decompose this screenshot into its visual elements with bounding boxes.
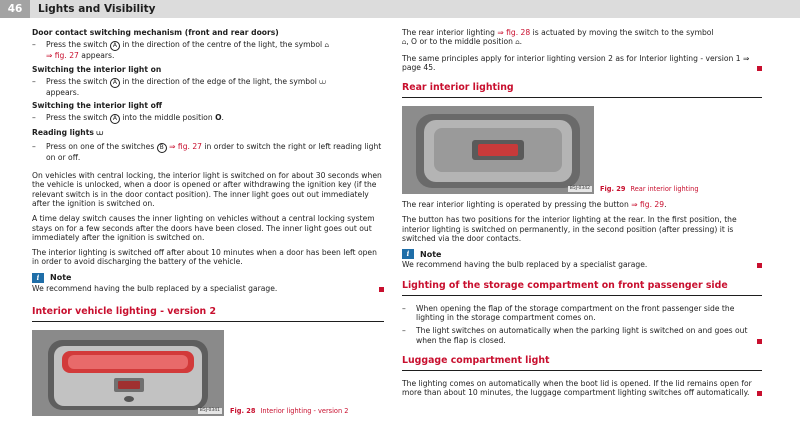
- reading-lights-heading: Reading lights ⩊: [32, 128, 104, 138]
- switch-a-marker: A: [110, 114, 120, 124]
- note-text: We recommend having the bulb replaced by a specialist garage.: [402, 260, 762, 269]
- reading-lights-step: – Press on one of the switches B ⇒ fig. 27 in order to switch the right or left reading light on or off.: [32, 142, 384, 162]
- note-text: We recommend having the bulb replaced by a specialist garage.: [32, 284, 384, 293]
- figure-code: B5J-0341: [199, 408, 220, 414]
- switch-off-paragraph: The interior lighting is switched off after about 10 minutes when a door has been left open in order to avoid discharging the battery of the vehicle.: [32, 248, 377, 267]
- reading-light-icon: ⩊: [96, 129, 104, 138]
- light-off-heading: Switching the interior light off: [32, 101, 162, 111]
- button-positions-paragraph: The button has two positions for the interior lighting at the rear. In the first position, the interior lighting is switched on permanently, in the second position (after pressing) it is switched via the door contacts.: [402, 215, 737, 244]
- light-on-heading: Switching the interior light on: [32, 64, 162, 74]
- switch-b-marker: B: [157, 143, 167, 153]
- switch-a-marker: A: [110, 41, 120, 51]
- light-off-symbol-icon: ⩍: [515, 38, 520, 47]
- interior-light-image: [32, 330, 224, 416]
- end-of-section-marker: [757, 66, 762, 71]
- rear-light-image: [402, 106, 594, 194]
- fig-28-link[interactable]: ⇒ fig. 28: [497, 28, 531, 37]
- end-of-section-marker: [757, 391, 762, 396]
- left-column: [32, 28, 384, 422]
- rear-lighting-photo: [402, 106, 594, 194]
- end-of-section-marker: [757, 339, 762, 344]
- light-on-step: – Press the switch A in the direction of the edge of the light, the symbol ⩊ appears.: [32, 77, 384, 97]
- rear-lighting-button-paragraph: The rear interior lighting is operated by pressing the button ⇒ fig. 29.: [402, 200, 667, 210]
- door-contact-step: – Press the switch A in the direction of the centre of the light, the symbol ⩍ ⇒ fig. 27 appears.: [32, 40, 384, 60]
- section-title-luggage-compartment: Luggage compartment light: [402, 355, 762, 371]
- end-of-section-marker: [757, 263, 762, 268]
- interior-lighting-photo: [32, 330, 224, 416]
- chapter-title: Lights and Visibility: [38, 3, 156, 15]
- fig-29-link[interactable]: ⇒ fig. 29: [631, 200, 665, 210]
- section-title-interior-lighting-v2: Interior vehicle lighting - version 2: [32, 306, 384, 322]
- storage-compartment-item-2: – The light switches on automatically when the parking light is switched on and goes out when the flap is closed.: [402, 326, 762, 345]
- central-locking-paragraph: On vehicles with central locking, the interior light is switched on for about 30 seconds when the vehicle is unlocked, when a door is opened or after withdrawing the ignition key (if the relevant switch is in the door contact position). The inner light goes out out immediately after the ignition is switched on.: [32, 171, 382, 208]
- door-contact-heading: Door contact switching mechanism (front and rear doors): [32, 28, 279, 37]
- luggage-compartment-paragraph: The lighting comes on automatically when the boot lid is opened. If the lid remains open for more than about 10 minutes, the luggage compartment lighting switches off automatically.: [402, 379, 762, 398]
- fig-27-link[interactable]: ⇒ fig. 27: [169, 141, 203, 151]
- switch-a-marker: A: [110, 78, 120, 88]
- door-contact-symbol-icon: ⩍: [324, 41, 329, 50]
- section-title-rear-interior-lighting: Rear interior lighting: [402, 82, 762, 98]
- figure-29-caption: Fig. 29 Rear interior lighting: [600, 184, 699, 193]
- figure-28: [32, 330, 384, 416]
- end-of-section-marker: [379, 287, 384, 292]
- right-column: [402, 28, 762, 403]
- figure-28-caption: Fig. 28 Interior lighting - version 2: [230, 406, 349, 415]
- storage-compartment-item-1: – When opening the flap of the storage compartment on the front passenger side the lighting in the storage compartment comes on.: [402, 304, 762, 323]
- light-off-step: – Press the switch A into the middle position O.: [32, 113, 384, 124]
- fig-27-link[interactable]: ⇒ fig. 27: [46, 51, 79, 61]
- figure-29: [402, 106, 762, 194]
- rear-lighting-intro: The rear interior lighting ⇒ fig. 28 is actuated by moving the switch to the symbol ⩍, O or to the middle position ⩍.: [402, 28, 714, 47]
- note-heading: i Note: [402, 249, 762, 259]
- page-header: [0, 0, 800, 18]
- info-icon: i: [402, 249, 414, 259]
- same-principles-paragraph: The same principles apply for interior lighting version 2 as for Interior lighting - version 1 ⇒ page 45.: [402, 54, 762, 73]
- note-heading: i Note: [32, 273, 384, 283]
- section-title-storage-compartment: Lighting of the storage compartment on front passenger side: [402, 280, 762, 296]
- door-contact-symbol-icon: ⩍: [402, 38, 407, 47]
- info-icon: i: [32, 273, 44, 283]
- time-delay-paragraph: A time delay switch causes the inner lighting on vehicles without a central locking system stays on for a few seconds after the doors have been closed. The inner light goes out out immediately after the ignition is switched on.: [32, 214, 375, 242]
- light-on-symbol-icon: ⩊: [319, 77, 326, 86]
- figure-code: B5J-0342: [569, 186, 590, 192]
- page-number: 46: [0, 0, 30, 18]
